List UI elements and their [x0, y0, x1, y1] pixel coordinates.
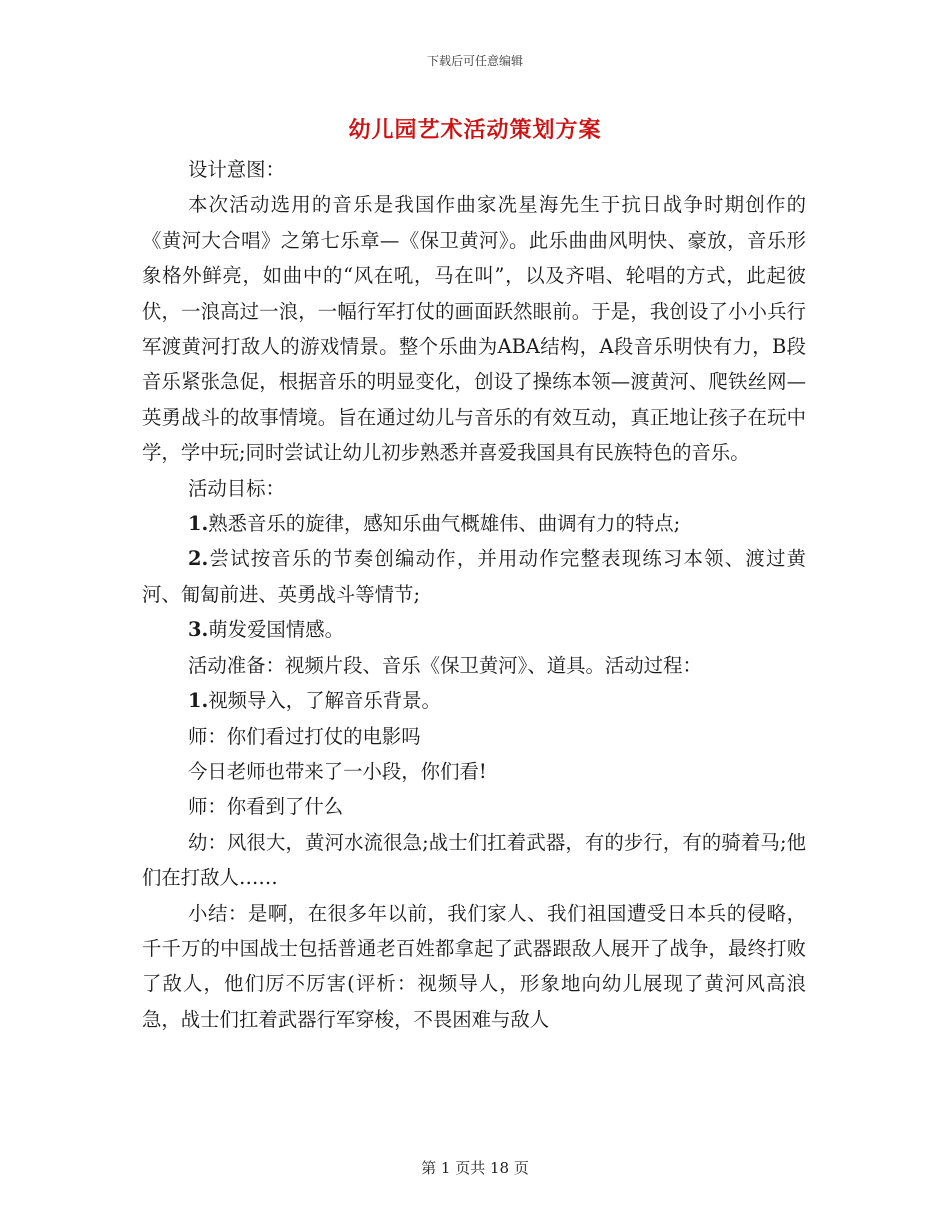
page-footer: 第 1 页共 18 页 — [421, 1159, 529, 1177]
document-body — [142, 152, 806, 1037]
document-title: 幼儿园艺术活动策划方案 — [348, 117, 602, 143]
page-header: 下载后可任意编辑 — [426, 54, 523, 68]
paragraph: 设计意图： — [188, 158, 285, 181]
paragraph: 1.视频导入，了解音乐背景。 — [188, 689, 441, 713]
paragraph: 2.尝试按音乐的节奏创编动作，并用动作完整表现练习本领、渡过黄河、匍匐前进、英勇战斗等情节; — [142, 547, 806, 606]
paragraph: 师：你看到了什么 — [188, 795, 344, 819]
paragraph: 今日老师也带来了一小段，你们看! — [188, 759, 487, 783]
paragraph: 3.萌发爱国情感。 — [188, 618, 344, 642]
paragraph: 本次活动选用的音乐是我国作曲家冼星海先生于抗日战争时期创作的《黄河大合唱》之第七乐章—《保卫黄河》。此乐曲曲风明快、豪放，音乐形象格外鲜亮，如曲中的“风在吼，马在叫”，以及齐唱、轮唱的方式，此起彼伏，一浪高过一浪，一幅行军打仗的画面跃然眼前。于是，我创设了小小兵行军渡黄河打敌人的游戏情景。整个乐曲为ABA结构，A段音乐明快有力，B段音乐紧张急促，根据音乐的明显变化，创设了操练本领—渡黄河、爬铁丝网—英勇战斗的故事情境。旨在通过幼儿与音乐的有效互动，真正地让孩子在玩中学，学中玩;同时尝试让幼儿初步熟悉并喜爱我国具有民族特色的音乐。 — [142, 193, 806, 465]
paragraph: 活动准备：视频片段、音乐《保卫黄河》、道具。活动过程： — [188, 653, 702, 677]
paragraph: 小结：是啊，在很多年以前，我们家人、我们祖国遭受日本兵的侵略，千千万的中国战士包括普通老百姓都拿起了武器跟敌人展开了战争，最终打败了敌人，他们厉不厉害(评析：视频导人，形象地向幼儿展现了黄河风高浪急，战士们扛着武器行军穿梭，不畏困难与敌人 — [142, 901, 806, 1031]
paragraph: 活动目标： — [188, 476, 285, 500]
paragraph: 师：你们看过打仗的电影吗 — [188, 724, 421, 748]
paragraph: 1.熟悉音乐的旋律，感知乐曲气概雄伟、曲调有力的特点; — [188, 512, 681, 536]
paragraph: 幼：风很大，黄河水流很急;战士们扛着武器，有的步行，有的骑着马;他们在打敌人…… — [142, 830, 806, 890]
